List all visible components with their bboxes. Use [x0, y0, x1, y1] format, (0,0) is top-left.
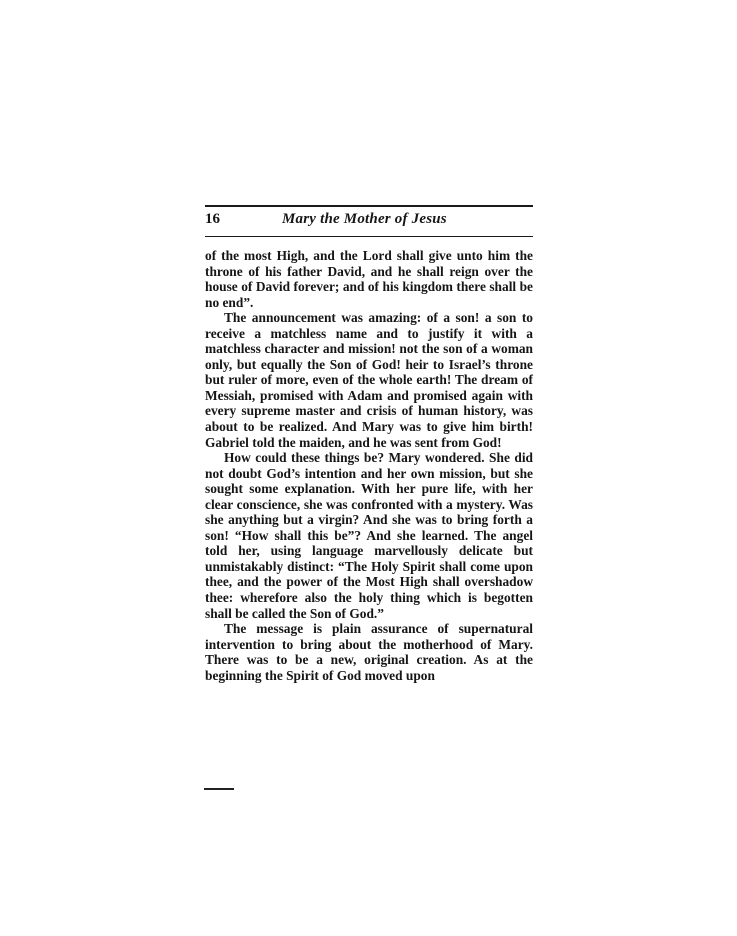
header-rule [205, 236, 533, 237]
book-page [205, 205, 533, 683]
body-text [205, 248, 533, 683]
paragraph-4: The message is plain assurance of supernatural intervention to bring about the motherhood of Mary. There was to be a new, original creation. As at the beginning the Spirit of God moved upon [205, 621, 533, 683]
paragraph-1: of the most High, and the Lord shall give unto him the throne of his father David, and he shall reign over the house of David forever; and of his kingdom there shall be no end”. [205, 248, 533, 310]
paragraph-2: The announcement was amazing: of a son! a son to receive a matchless name and to justify it with a matchless character and mission! not the son of a woman only, but equally the Son of God! heir to Israel’s throne but ruler of more, even of the whole earth! The dream of Messiah, promised with Adam and promised again with every supreme master and crisis of human history, was about to be realized. And Mary was to give him birth! Gabriel told the maiden, and he was sent from God! [205, 310, 533, 450]
paragraph-3: How could these things be? Mary wondered. She did not doubt God’s intention and her own mission, but she sought some explanation. With her pure life, with her clear conscience, she was confronted with a mystery. Was she anything but a virgin? And she was to bring forth a son! “How shall this be”? And she learned. The angel told her, using language marvellously delicate but unmistakably distinct: “The Holy Spirit shall come upon thee, and the power of the Most High shall overshadow thee: wherefore also the holy thing which is begotten shall be called the Son of God.” [205, 450, 533, 621]
footer-rule-mark [204, 788, 234, 790]
running-title: Mary the Mother of Jesus [282, 211, 447, 227]
page-header [205, 205, 533, 234]
page-number: 16 [205, 211, 220, 227]
